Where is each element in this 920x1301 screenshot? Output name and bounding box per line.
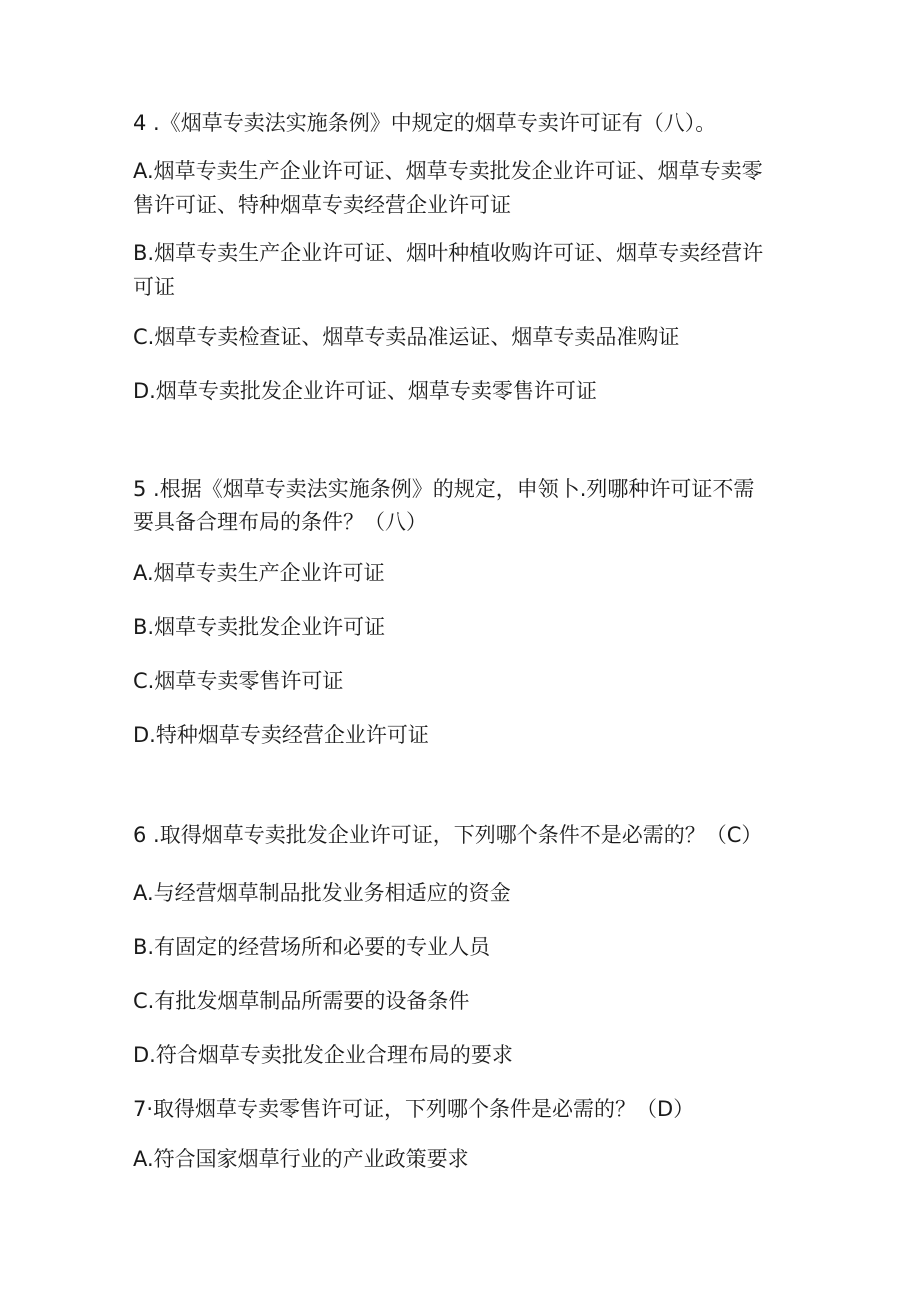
question-4-option-d: D.烟草专卖批发企业许可证、烟草专卖零售许可证	[133, 379, 597, 403]
question-7-stem: 7·取得烟草专卖零售许可证，下列哪个条件是必需的？（D）	[133, 1097, 695, 1121]
question-4-stem: 4 .《烟草专卖法实施条例》中规定的烟草专卖许可证有（八）。	[133, 111, 717, 135]
question-6-option-a: A.与经营烟草制品批发业务相适应的资金	[133, 881, 511, 905]
question-6-option-c: C.有批发烟草制品所需要的设备条件	[133, 989, 470, 1013]
question-6-option-b: B.有固定的经营场所和必要的专业人员	[133, 935, 491, 959]
question-4-option-a-line1: A.烟草专卖生产企业许可证、烟草专卖批发企业许可证、烟草专卖零	[133, 159, 763, 183]
question-5-option-c: C.烟草专卖零售许可证	[133, 669, 344, 693]
question-5-option-a: A.烟草专卖生产企业许可证	[133, 561, 385, 585]
question-7-option-a: A.符合国家烟草行业的产业政策要求	[133, 1147, 469, 1171]
question-5-stem-line1: 5 .根据《烟草专卖法实施条例》的规定，申领卜.列哪种许可证不需	[133, 477, 755, 501]
question-6-option-d: D.符合烟草专卖批发企业合理布局的要求	[133, 1043, 513, 1067]
question-6-stem: 6 .取得烟草专卖批发企业许可证，下列哪个条件不是必需的？（C）	[133, 823, 763, 847]
question-4-option-b-line2: 可证	[133, 275, 175, 299]
question-4-option-a-line2: 售许可证、特种烟草专卖经营企业许可证	[133, 193, 511, 217]
question-5-stem-line2: 要具备合理布局的条件？（八）	[133, 510, 427, 534]
question-5-option-d: D.特种烟草专卖经营企业许可证	[133, 723, 429, 747]
question-4-option-c: C.烟草专卖检查证、烟草专卖品准运证、烟草专卖品准购证	[133, 325, 680, 349]
question-5-option-b: B.烟草专卖批发企业许可证	[133, 615, 386, 639]
question-4-option-b-line1: B.烟草专卖生产企业许可证、烟叶种植收购许可证、烟草专卖经营许	[133, 241, 764, 265]
